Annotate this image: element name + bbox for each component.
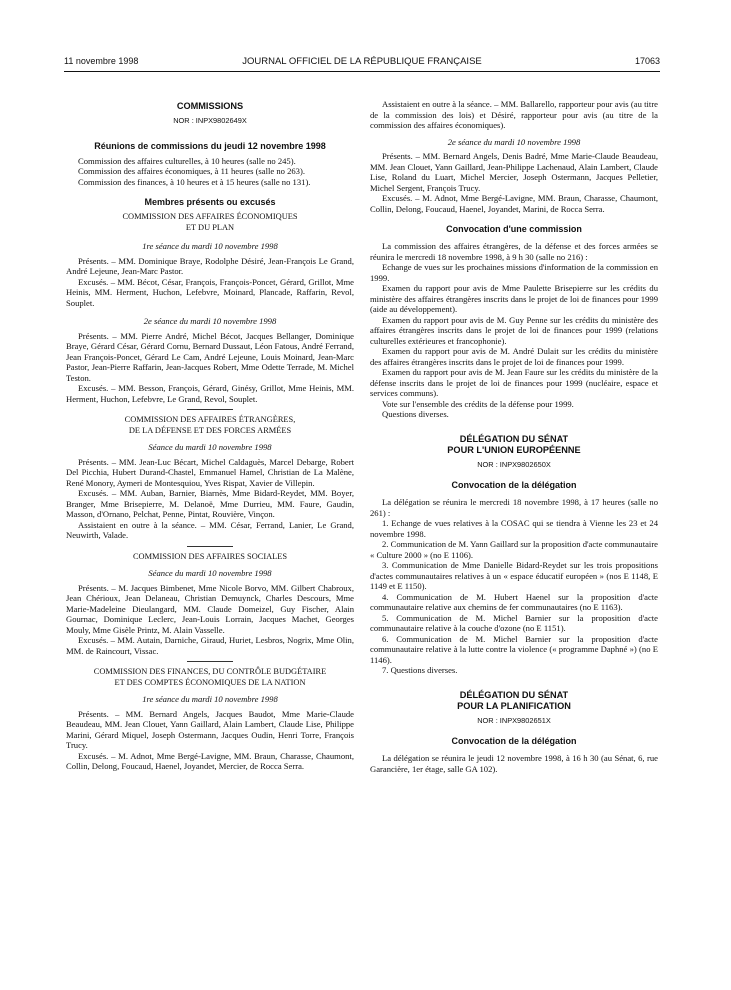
commission-eco-name — [66, 212, 354, 233]
delegation-plan-title-line1: DÉLÉGATION DU SÉNAT — [459, 689, 569, 700]
page-header — [64, 56, 660, 70]
commission-fin-name-line2: ET DES COMPTES ÉCONOMIQUES DE LA NATION — [114, 677, 306, 687]
nor-reference: NOR : INPX9802649X — [173, 116, 247, 125]
separator — [187, 409, 233, 410]
commission-eco-name-line1: COMMISSION DES AFFAIRES ÉCONOMIQUES — [122, 212, 298, 221]
agenda-item: 1. Echange de vues relatives à la COSAC qui se tiendra à Vienne les 23 et 24 novembre 1998. — [370, 518, 658, 539]
excuses-list: Excusés. – MM. Autain, Darniche, Giraud, Huriet, Lesbros, Nogrix, Mme Olin, MM. de Raincourt, Vissac. — [66, 635, 354, 656]
delegation-ue-title — [370, 434, 658, 456]
presents-list: Présents. – MM. Bernard Angels, Denis Badré, Mme Marie-Claude Beaudeau, MM. Jean Clouet, Yann Gaillard, Jean-Philippe Lachenaud, Alain Lambert, Claude Lise, Roland du Luart, Michel Mercier, Joseph Ostermann, Jacques Pelletier, Michel Sergent, François Trucy. — [370, 151, 658, 193]
commission-etr-name-line1: COMMISSION DES AFFAIRES ÉTRANGÈRES, — [124, 415, 296, 424]
excuses-list: Excusés. – MM. Besson, François, Gérard, Ginésy, Grillot, Mme Heinis, MM. Herment, Huchon, Lefebvre, Le Grand, Revol, Souplet. — [66, 383, 354, 404]
header-journal-title: JOURNAL OFFICIEL DE LA RÉPUBLIQUE FRANÇAISE — [242, 56, 482, 67]
convocation-delegation-heading: Convocation de la délégation — [451, 736, 577, 746]
agenda-item: Examen du rapport pour avis de Mme Paulette Brisepierre sur les crédits du ministère des affaires étrangères inscrits dans le projet de loi de finances pour 1999 (aide au développement). — [370, 283, 658, 314]
delegation-plan-title-line2: POUR LA PLANIFICATION — [457, 700, 571, 711]
presents-list: Présents. – M. Jacques Bimbenet, Mme Nicole Borvo, MM. Gilbert Chabroux, Jean Chérioux, Jean Delaneau, Christian Demuynck, Charles Descours, Mme Marie-Madeleine Dieulangard, MM. Claude Domeizel, Guy Fischer, Alain Gournac, Dominique Leclerc, Jean-Louis Lorrain, Jacques Machet, Georges Mouly, Mme Gisèle Printz, M. Alain Vasselle. — [66, 582, 354, 635]
convocation-intro: La délégation se réunira le jeudi 12 novembre 1998, à 16 h 30 (au Sénat, 6, rue Garancière, 1er étage, salle GA 102). — [370, 753, 658, 774]
delegation-ue-title-line2: POUR L'UNION EUROPÉENNE — [447, 444, 581, 455]
agenda-item: 6. Communication de M. Michel Barnier sur la proposition d'acte communautaire relative à la lutte contre la violence (« programme Daphné ») (no E 1146). — [370, 633, 658, 665]
commission-soc-name: COMMISSION DES AFFAIRES SOCIALES — [132, 551, 288, 561]
agenda-item: Echange de vues sur les prochaines missions d'information de la commission en 1999. — [370, 262, 658, 283]
excuses-list: Excusés. – M. Adnot, Mme Bergé-Lavigne, MM. Braun, Charasse, Chaumont, Collin, Delong, Foucaud, Haenel, Joyandet, Mercier, de Rocca Serra. — [66, 750, 354, 771]
agenda-item: Examen du rapport pour avis de M. Jean Faure sur les crédits du ministère de la défense inscrits dans le projet de loi de finances pour 1999 (nucléaire, espace et services communs). — [370, 367, 658, 398]
right-column — [370, 99, 658, 774]
seance-date: 2e séance du mardi 10 novembre 1998 — [447, 136, 581, 147]
agenda-item: Vote sur l'ensemble des crédits de la défense pour 1999. — [382, 398, 574, 409]
convocation-intro: La délégation se réunira le mercredi 18 novembre 1998, à 17 heures (salle no 261) : — [370, 497, 658, 518]
excuses-list: Excusés. – M. Adnot, Mme Bergé-Lavigne, MM. Braun, Charasse, Chaumont, Collin, Delong, Foucaud, Haenel, Joyandet, Marini, de Rocca Serra. — [370, 193, 658, 214]
excuses-list: Excusés. – MM. Auban, Barnier, Biarnès, Mme Bidard-Reydet, MM. Boyer, Branger, Mme Brisepierre, M. Delanoë, Mme Durrieu, MM. Faure, Gaudin, Masson, d'Ornano, Pelchat, Penne, Pintat, Rouvière, Vinçon. — [66, 488, 354, 519]
seance-date: Séance du mardi 10 novembre 1998 — [148, 568, 272, 578]
reunion-item: Commission des affaires économiques, à 11 heures (salle no 263). — [78, 166, 305, 176]
presents-list: Présents. – MM. Pierre André, Michel Bécot, Jacques Bellanger, Dominique Braye, Gérard César, Gérard Cornu, Bernard Dussaut, Léon Fatous, André Ferrand, Jean François-Poncet, Gérard Le Cam, André Lejeune, Louis Moinard, Jean-Marc Pastor, Jean-Pierre Raffarin, Jean-Jacques Robert, Mme Odette Terrade, M. Michel Teston. — [66, 330, 354, 383]
seance-date: 1re séance du mardi 10 novembre 1998 — [142, 694, 278, 704]
reunions-heading: Réunions de commissions du jeudi 12 novembre 1998 — [94, 140, 326, 151]
seance-date: 1re séance du mardi 10 novembre 1998 — [142, 241, 278, 251]
membres-heading: Membres présents ou excusés — [144, 197, 276, 207]
presents-list: Présents. – MM. Bernard Angels, Jacques Baudot, Mme Marie-Claude Beaudeau, MM. Jean Clouet, Yann Gaillard, Alain Lambert, Claude Lise, Philippe Marini, Gérard Miquel, Joseph Ostermann, Jacques Oudin, Henri Torre, François Trucy. — [66, 708, 354, 750]
reunion-item: Commission des finances, à 10 heures et à 15 heures (salle no 131). — [78, 176, 311, 187]
assistaient-list: Assistaient en outre à la séance. – MM. Ballarello, rapporteur pour avis (au titre de la commission des lois) et Désiré, rapporteur pour avis (au titre de la commission des affaires économiques). — [370, 99, 658, 130]
seance-date: Séance du mardi 10 novembre 1998 — [148, 442, 272, 452]
agenda-item: Questions diverses. — [382, 409, 449, 419]
commission-eco-name-line2: ET DU PLAN — [185, 222, 235, 232]
convocation-delegation-heading: Convocation de la délégation — [451, 480, 577, 490]
section-title-commissions: COMMISSIONS — [176, 101, 244, 111]
nor-reference: NOR : INPX9802650X — [477, 459, 551, 469]
agenda-item: 4. Communication de M. Hubert Haenel sur la proposition d'acte communautaire relative aux chemins de fer communautaires (no E 1163). — [370, 591, 658, 612]
delegation-ue-title-line1: DÉLÉGATION DU SÉNAT — [459, 433, 569, 444]
convocation-commission-heading: Convocation d'une commission — [446, 224, 582, 234]
commission-etr-name — [66, 415, 354, 436]
agenda-item: Examen du rapport pour avis de M. Guy Penne sur les crédits du ministère des affaires étrangères inscrits dans le projet de loi de finances pour 1999 (relations culturelles extérieures et francophonie). — [370, 314, 658, 346]
excuses-list: Excusés. – MM. Bécot, César, François, François-Poncet, Gérard, Grillot, Mme Heinis, MM. Herment, Huchon, Lefebvre, Moinard, Plancade, Raffarin, Revol, Souplet. — [66, 276, 354, 308]
agenda-item: Examen du rapport pour avis de M. André Dulait sur les crédits du ministère des affaires étrangères inscrits dans le projet de loi de finances pour 1999. — [370, 346, 658, 367]
agenda-item: 7. Questions diverses. — [382, 665, 458, 675]
left-column — [66, 101, 354, 772]
header-page-number: 17063 — [634, 56, 660, 66]
assistaient-list: Assistaient en outre à la séance. – MM. César, Ferrand, Lanier, Le Grand, Neuwirth, Valade. — [66, 519, 354, 540]
convocation-intro: La commission des affaires étrangères, de la défense et des forces armées se réunira le mercredi 18 novembre 1998, à 9 h 30 (salle no 216) : — [370, 241, 658, 262]
separator — [187, 546, 233, 547]
delegation-plan-title — [370, 690, 658, 712]
reunion-item: Commission des affaires culturelles, à 10 heures (salle no 245). — [78, 155, 296, 166]
seance-date: 2e séance du mardi 10 novembre 1998 — [143, 316, 277, 326]
presents-list: Présents. – MM. Dominique Braye, Rodolphe Désiré, Jean-François Le Grand, André Lejeune, Jean-Marc Pastor. — [66, 255, 354, 276]
agenda-item: 3. Communication de Mme Danielle Bidard-Reydet sur les trois propositions d'actes communautaires relatives à un « espace éducatif européen » (nos E 1148, E 1149 et E 1150). — [370, 560, 658, 591]
commission-fin-name-line1: COMMISSION DES FINANCES, DU CONTRÔLE BUDGÉTAIRE — [93, 667, 327, 676]
header-rule — [64, 71, 660, 72]
agenda-item: 5. Communication de M. Michel Barnier sur la proposition d'acte communautaire relative à la couche d'ozone (no E 1151). — [370, 612, 658, 633]
commission-etr-name-line2: DE LA DÉFENSE ET DES FORCES ARMÉES — [128, 425, 292, 435]
agenda-item: 2. Communication de M. Yann Gaillard sur la proposition d'acte communautaire « Culture 2000 » (no E 1106). — [370, 539, 658, 560]
header-date: 11 novembre 1998 — [64, 56, 139, 66]
nor-reference: NOR : INPX9802651X — [477, 715, 551, 725]
presents-list: Présents. – MM. Jean-Luc Bécart, Michel Caldaguès, Marcel Debarge, Robert Del Picchia, Hubert Durand-Chastel, Emmanuel Hamel, Christian de La Malène, René Monory, Aymeri de Montesquiou, Yves Rispat, Xavier de Villepin. — [66, 456, 354, 488]
separator — [187, 661, 233, 662]
commission-fin-name — [66, 667, 354, 688]
